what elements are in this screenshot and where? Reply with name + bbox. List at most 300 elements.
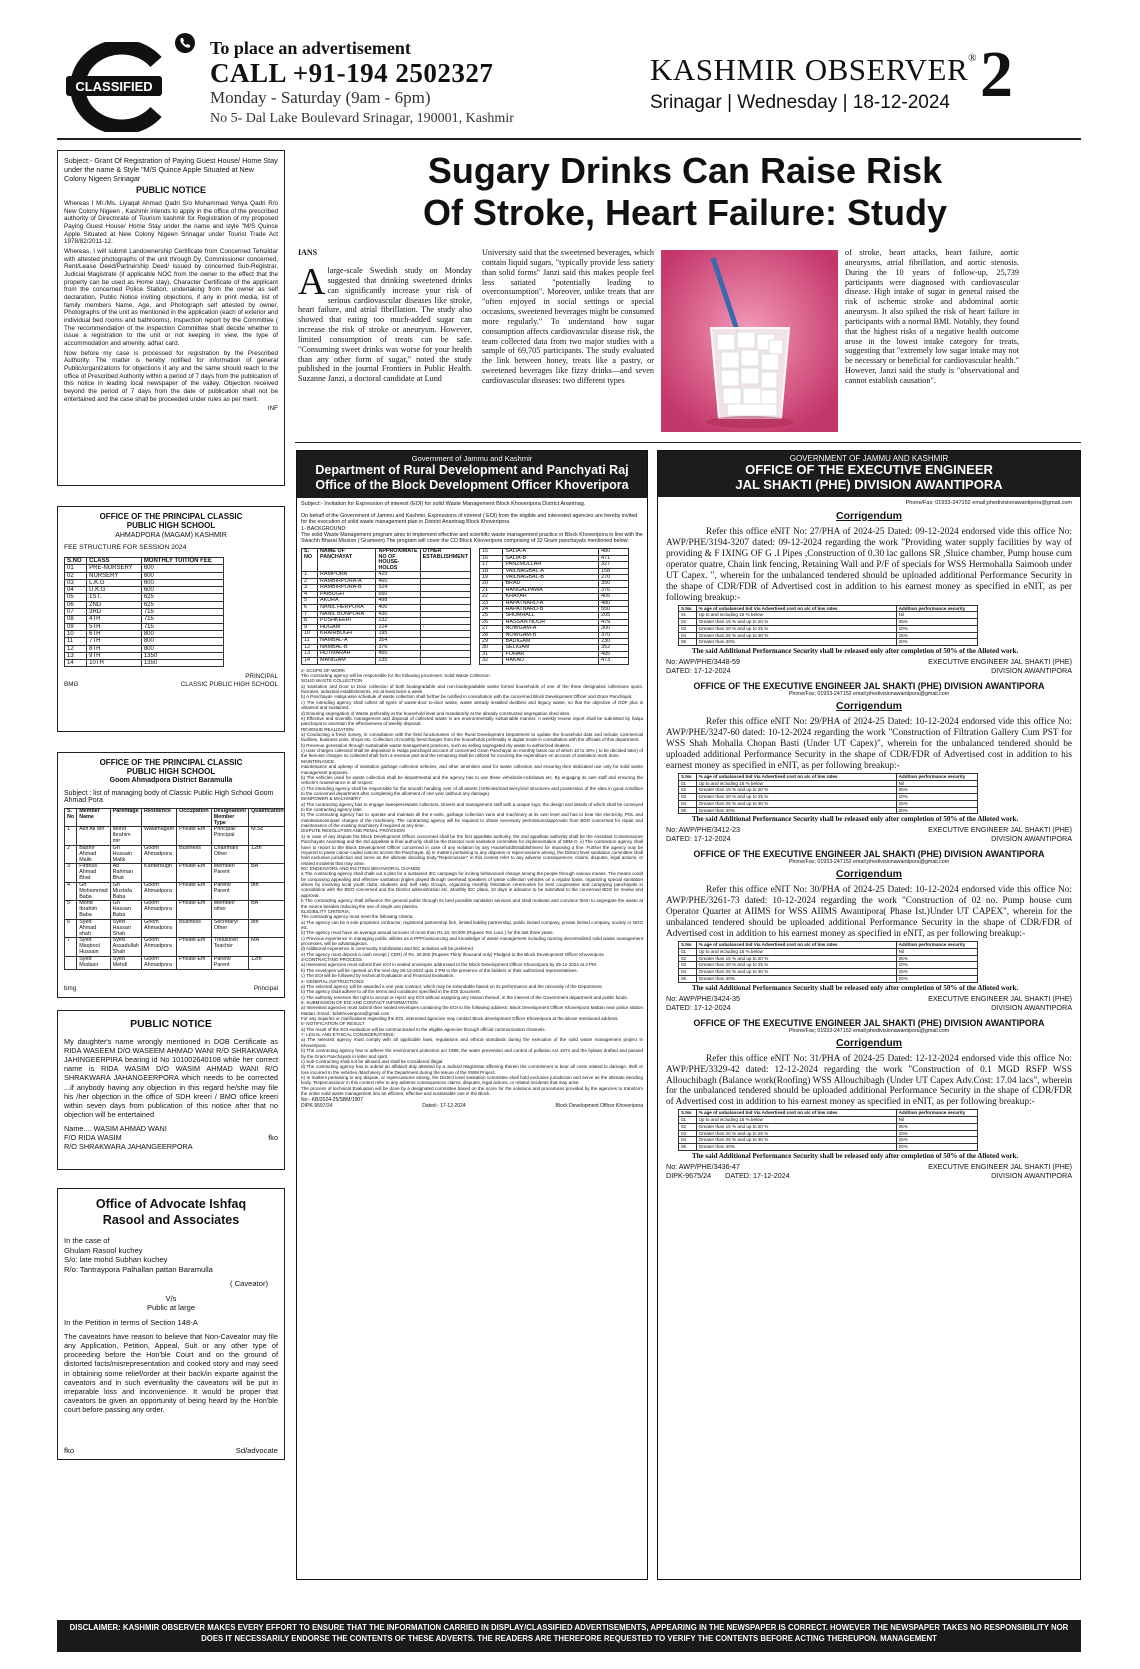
security-col-header: S.No [679,605,697,612]
advocate-petition: In the Petition in terms of Section 148-A [64,1317,198,1327]
phe-contact: Phone/Fax; 01933-247152 email;phedivisionawantipora@gmail.com [905,499,1072,506]
fee-cell: 800 [141,645,223,652]
panchayat-cell: 8 [302,618,318,625]
article-col-2: University said that the sweetened beverages, which contain liquid sugars, "typically provide less satiety than solid forms" Janzi said this makes people feel less satiated "potentially leading to overconsumption". Moreover, unlike treats that are "often enjoyed in social settings or special occasions, sweetened beverages might be consumed more regularly." To understand how sugar consumption affects cardiovascular disease risk, the team collected data from two major studies with a sample of 69,705 participants. The study evaluated the link between honey, treats like a pastry, or sweetened beverages like fizzy drinks—and seven cardiovascular diseases: two different types [482,248,654,385]
panchayat-cell: 230 [599,639,629,645]
panchayat-cell: NAMBAL-A [318,638,376,645]
security-table-header [679,605,978,612]
rdd-paragraph: b) The vehicles used for waste collection shall be departmental and the agency has to use these vehicles/e-rickshaws etc. By engaging its own staff and ensuring the vehicle's maintenance in all respect. [301,774,643,786]
rdd-paragraph: b) A Panchayat- Halqa-wise schedule of waste collection shall further be notified in consultation with the concerned Block Development Officer and Gram Panchayat. [301,694,633,700]
classified-logo [60,42,168,132]
security-row [679,962,978,969]
panchayat-cell: MANIGAM [318,657,376,664]
phe-footer-2 [666,666,1072,675]
panchayat-cell: RAMBIRPORA-B [318,585,376,592]
panchayat-cell: VAILNAGBAL-B [503,575,599,581]
security-cell: Up to and including 15 % below [696,780,896,787]
rdd-table-right-body [480,549,629,664]
phe-sign-division: DIVISION AWANTIPORA [991,666,1072,676]
rdd-subject: Subject:- Invitation for Expression of interest (EOI) for solid Waste Management Block Khoveripora District Anantnag. [301,501,586,507]
managing-row [65,882,286,900]
fee-cell: 9TH [87,652,142,659]
managing-cell: Kanterbugh [142,864,177,882]
fee-sign-principal: PRINCIPAL [245,673,278,681]
managing-cell: MA [249,938,285,956]
managing-cell: Firdous Ahmad Bhat [77,864,110,882]
rdd-paragraph: a) The selected agency must comply with all applicable laws, regulations and ethical standards during the execution of the solid waste management project in Khoveripora [301,1037,643,1048]
managing-cell: Private Em [177,901,212,919]
security-row [679,632,978,639]
security-cell: Greater than 25 % and up to 30 % [696,800,896,807]
phe-footer [666,994,1072,1003]
phe-notices [658,497,1080,1180]
panchayat-cell: 405 [599,594,629,600]
phe-release-note: The said Additional Performance Security shall be released only after completion of 50% of the Alloted work. [692,815,1019,824]
advocate-caveator: ( Caveator) [230,1279,268,1289]
phe-notice [666,500,1072,675]
fee-cell: 3RD [87,609,142,616]
managing-cell: Syed Assadullah Shah [110,938,141,956]
namenotice-father-row [64,1133,278,1142]
phe-sub-heading: OFFICE OF THE EXECUTIVE ENGINEER JAL SHAKTI (PHE) DIVISION AWANTIPORA [693,849,1045,860]
phe-sign-division: DIVISION AWANTIPORA [991,1002,1072,1012]
security-cell: 02 [679,787,697,794]
managing-cell: Private Em [177,827,212,845]
security-table [678,1109,978,1150]
phe-notice-dated: DATED: 17-12-2024 [725,1170,790,1180]
rdd-paragraph: b) Revenue generation through sustainable waste management practices, such as selling segregated dry waste to authorized dealers. [301,742,571,748]
fee-cell: 08 [65,616,87,623]
panchayat-cell: BADIGAM [503,639,599,645]
rdd-govt: Government of Jammu and Kashmir [411,454,533,463]
phe-notice-no: No: AWP/PHE/3436-47 [666,1161,741,1171]
fee-cell: 02 [65,572,87,579]
security-row [679,948,978,955]
fee-cell: 625 [141,601,223,608]
managing-cell: Goom Ahmadpora [142,882,177,900]
panchayat-cell: 235 [376,657,420,664]
advocate-party-3: R/o: Tantraypora Palhallan pattan Baramulla [64,1264,213,1274]
panchayat-other-cell [420,631,470,638]
rdd-paragraph: d) Ensuring segregation of Waste preferably at the household level and mandatorily at the already constructed segregation shed sites. [301,710,571,716]
managing-cell: 3 [65,864,77,882]
panchayat-cell: PAIBUGH [318,591,376,598]
panchayat-cell: SELIGAM [503,645,599,651]
phe-notice-no: No: AWP/PHE/3412-23 [666,825,741,835]
rdd-paragraph: DISPUTE RESOLUTION AND PENAL PROVISION [301,828,405,834]
security-cell: 03 [679,794,697,801]
panchayat-cell: HAPATNARD-B [503,607,599,613]
managing-cell: Private Em [177,938,212,956]
managing-cell: Goom Ahmadpora [142,845,177,863]
fee-cell: 715 [141,609,223,616]
rdd-col-sno: S. NO [302,549,318,572]
fee-row [65,638,224,645]
fee-footer [64,681,278,689]
managing-cell: Walamagam [142,827,177,845]
rdd-col-households: APPROXIMATE NO OF HOUSE-HOLDS [376,549,420,572]
panchayat-cell: NANIL HERPORA [318,605,376,612]
phe-sign: EXECUTIVE ENGINEER JAL SHAKTI (PHE) [928,993,1072,1003]
fee-row [65,565,224,572]
security-cell: 03 [679,962,697,969]
panchayat-cell: 224 [376,624,420,631]
managing-cell: Parent/ Parent [211,882,248,900]
advocate-tag: fko [64,1445,75,1455]
panchayat-cell: RAMBIRPORA-A [318,578,376,585]
fee-cell: 14 [65,660,87,667]
rdd-paragraph: 2- SCOPE OF WORK [301,667,346,673]
rdd-paragraph: IEC ENDEAVORS AND INCITING BEHAVIORAL CHANGE [301,865,421,871]
rdd-paragraph: a The contracting agency shall chalk out a plan for a sustained IEC campaign for inciting behavioural change among the people through various means. The means could be composing appealing and effective sanitation jingles played through overhead speakers of waste collection vehicles on a regular basis, organizing special sanitation drives by involving local youth clubs, students and Self Help Groups, organizing monthly felicitation ceremonies for best cooperative and complying panchayats in consultation with the BDO concerned and the District administration etc. Monthly IEC plans, 10 days in advance to be submitted to the concerned BDO for review and approval. [301,871,643,898]
security-cell: Greater than 15 % and up to 20 % [696,955,896,962]
security-cell: Greater than 20 % and up to 25 % [696,625,896,632]
managing-row [65,845,286,863]
phe-footer-left [666,1003,731,1012]
security-cell: Greater than 15 % and up to 20 % [696,787,896,794]
phe-footer-left [666,666,731,675]
dateline: Srinagar | Wednesday | 18-12-2024 [650,92,950,113]
managing-cell: Principal/ Principal [211,827,248,845]
panchayat-cell: 430 [376,611,420,618]
managing-cell: Business [177,919,212,937]
managing-cell: 1 [65,827,77,845]
panchayat-cell: NANIL BONPORA [318,611,376,618]
rdd-table-header [302,549,471,572]
fee-row [65,616,224,623]
security-cell: Nil [896,780,977,787]
phe-header [658,451,1080,497]
security-row [679,1144,978,1151]
article-dropcap: A [298,261,326,303]
phe-notice [666,849,1072,1011]
security-col-header: Addition performance security [896,942,977,949]
managing-cell: Mohd Ibrahim mir [110,827,141,845]
managing-cell: BA [249,901,285,919]
phe-sign: EXECUTIVE ENGINEER JAL SHAKTI (PHE) [928,1161,1072,1171]
fee-table [64,557,224,667]
panchayat-cell: 29 [480,639,503,645]
panchayat-cell: 25 [480,613,503,619]
phe-notice-body: Refer this office eNIT No: 31/PHA of 2024-25 Dated: 12-12-2024 endorsed vide this office No: AWP/PHE/3329-42 dated: 12-12-2024 regarding the work "Construction of 0.1 MGD RSFP WSS Allouchibagh (Balance work(Roofing) WSS Allouchibagh (Under UT Capex Adv.Cost: 17.04 lacs", wherein for the unbalanced tendered should be uploaded additional Performance Security in the shape of CDR/FDR of Advertised cost in addition to his earnest money as specified in eNIT, as per following breakup:- [666,1053,1072,1108]
paper-name [650,52,977,88]
panchayat-cell: 354 [376,638,420,645]
panchayat-cell: BRAD [503,581,599,587]
managing-cell: 8th [249,882,285,900]
security-cell: Greater than 20 % and up to 25 % [696,794,896,801]
panchayat-cell: 550 [599,607,629,613]
panchayat-cell: 376 [599,587,629,593]
panchayat-cell: 195 [376,631,420,638]
rdd-paragraph: maintenance and upkeep of sanitation garbage collection vehicles, and other amenities used for waste collection and ensuring their dedicated use only for solid waste management purposes. [301,764,643,775]
security-cell: 01 [679,612,697,619]
guesthouse-notice [57,150,285,486]
guesthouse-tag: INF [267,405,278,413]
managing-cell: Bashir Ahmad Malik [77,845,110,863]
fee-cell: 09 [65,623,87,630]
security-table [678,773,978,814]
panchayat-other-cell [420,598,470,605]
article-source: IANS [298,248,318,257]
managing-col-header: Designation/ Member Type [211,809,248,827]
disclaimer-text: DISCLAIMER: KASHMIR OBSERVER MAKES EVERY EFFORT TO ENSURE THAT THE INFORMATION CARRIED IN DISPLAY/CLASSIFIED ADVERTISEMENTS, APPEARING IN THE NEWSPAPER IS CORRECT. HOWEVER THE NEWSPAPER TAKES NO RESPONSIBILITY NOR DOES IT NECESSARILY ENDORSE THE CONTENTS OF THESE ADVERTS. THE READERS ARE THEREFORE REQUESTED TO VERIFY THE CONTENTS BEFORE ACTING THEREUPON. MANAGEMENT [69,1623,1069,1643]
security-row [679,975,978,982]
managing-cell: Gh Hussain Malik [110,845,141,863]
managing-cell: Gh Mohammad Baba [77,882,110,900]
managing-table-header [65,809,286,827]
fee-title: OFFICE OF THE PRINCIPAL CLASSIC PUBLIC HIGH SCHOOL [99,512,243,530]
security-row [679,800,978,807]
fee-row [65,594,224,601]
panchayat-row [302,657,471,664]
security-cell: Nil [896,612,977,619]
managing-row [65,901,286,919]
security-row [679,780,978,787]
fee-cell: 715 [141,616,223,623]
name-correction-notice [57,1010,285,1170]
panchayat-other-cell [420,585,470,592]
security-cell: Up to and including 15 % below [696,948,896,955]
phe-release-note: The said Additional Performance Security shall be released only after completion of 50% of the Alloted work. [692,983,1019,992]
masthead-rule [57,138,1081,140]
managing-cell: Goom Ahmadpora [142,956,177,969]
panchayat-cell: 20 [480,581,503,587]
managing-cell: M.Sc [249,827,285,845]
panchayat-cell: 27 [480,626,503,632]
phe-contact: Phone/Fax; 01933-247152 email;phedivisionawantipora@gmail.com [788,859,950,866]
security-row [679,1137,978,1144]
article-headline-1: Sugary Drinks Can Raise Risk [427,150,943,191]
managing-cell: Treasurer/ Teacher [211,938,248,956]
rdd-paragraph: 4- GENERAL INSTRUCTIONS: [301,978,365,984]
panchayat-cell: HASSAN NOOR [503,619,599,625]
security-cell: 02 [679,1123,697,1130]
security-cell: Greater than 20 % and up to 25 % [696,962,896,969]
rdd-paragraph: For any inquiries or clarifications regarding the EOI, interested agencies may contact Block development Officer Khoveripora at the above mentioned address. [301,1016,619,1022]
rdd-paragraph: a) Conducting a fresh survey, in consultation with the field functionaries of the Rural Development Department to update the household data and include commercial facilities, business units, shops etc. Collection of monthly fees/charges from the households preferably in digital mode in consultation with the officials of this department. [301,732,643,743]
security-cell: Greater than 30% [696,807,896,814]
panchayat-cell: 32 [480,658,503,664]
namenotice-body: My daughter's name wrongly mentioned in DOB Certificate as RIDA WASEEM D/O WASEEM AHMAD WANI R/O SHRAKWARA JAHINGEERPIRA bearing id No 101002640108 while her correct name is RIDA WASIM D/O WASIM AHMAD WANI R/O SHRAKWARA JAHANGEERPORA which needs to be corrected ...if anybody having any objection in this regard he/she may file his /her objection in the office of SDH kreeri / BMO office kreeri within seven days from publication of this notice after that no objection will be entertained [64,1037,278,1119]
panchayat-cell: 19 [480,575,503,581]
rdd-paragraph: MANPOWER & MACHINERY [301,796,362,802]
security-row [679,807,978,814]
panchayat-cell: 22 [480,594,503,600]
phe-footer-left [666,1171,790,1180]
phe-division: JAL SHAKTI (PHE) DIVISION AWANTIPORA [735,476,1003,492]
security-cell: 15% [896,632,977,639]
panchayat-cell: HAKAD [503,658,599,664]
panchayat-cell: 14 [302,657,318,664]
security-row [679,612,978,619]
guesthouse-para-1: Whereas I Mr./Ms. Liyaqat Ahmad Qadri S/o Mohammad Yehya Qadri R/o New Colony Nigeen , Kashmir intends to apply in the office of the prescribed authority of Directorate of Tourism kashmir for Registration of my proposed Paying Guest House/ Home Stay under the name and style "M/S Quince Apple Situated at New Colony Nigeen Srinagar under Tourist Trade Act 1978/82/2011-12. [64,200,278,246]
phe-release-note: The said Additional Performance Security shall be released only after completion of 50% of the Alloted work. [692,1151,1019,1160]
fee-col-sno: S.NO [65,558,87,565]
managing-title: OFFICE OF THE PRINCIPAL CLASSIC PUBLIC HIGH SCHOOL [99,758,243,776]
panchayat-cell: 460 [376,578,420,585]
managing-body-notice [57,752,285,998]
panchayat-other-cell [420,591,470,598]
panchayat-cell: 11 [302,638,318,645]
managing-cell: Secretary/ Other [211,919,248,937]
panchayat-cell: 524 [376,585,420,592]
guesthouse-para-2: Whereas, I will submit Landownership Certificate from Concerned Tehsildar with attested photographs of the unit through Dy. Commissioner concerned, Rent/Lease Deed/Partnership Deed/ issued by concerned Sub-Registrar, Judicial Magistrate (if applicable NOC from the owner to the effect that the property can be used as Home stay), Character Certificate of the applicant from the concerned Police Station, undertaking from the owner as self declaration, Public Notice inviting objections, if any in print media, list of family members Name, Age, and Photograph self attested by owner, Photographs of the unit as mentioned in the application (each of exterior and individual bed rooms and bathrooms), Inspection report by the Committee ( The recommendation of the inspection Committee shall decide whether to issue a registration to the unit or not keeping in view, the type of accommodation and amenity, adhar card. [64,248,278,348]
fee-cell: 1ST. [87,594,142,601]
managing-col-header: Occupation [177,809,212,827]
security-cell: 02 [679,955,697,962]
security-row [679,1123,978,1130]
panchayat-cell: 12 [302,644,318,651]
security-row [679,787,978,794]
managing-table-body [65,827,286,969]
panchayat-cell: 205 [599,613,629,619]
fee-cell: 13 [65,652,87,659]
panchayat-cell: 327 [599,562,629,568]
phe-contact: Phone/Fax; 01933-247152 email;phedivisionawantipora@gmail.com [788,1027,950,1034]
fee-cell: 8TH [87,645,142,652]
fee-cell: 12 [65,645,87,652]
panchayat-cell: 28 [480,632,503,638]
rdd-dept: Department of Rural Development and Panchyati Raj [315,463,629,477]
fee-cell: 1350 [141,652,223,659]
security-cell: 05 [679,975,697,982]
panchayat-cell: AKURA [318,598,376,605]
security-col-header: % age of unbalanced bid Via Advertised cost on a/c of low rates [696,773,896,780]
rdd-paragraph: The contracting agency must meet the following criteria: [301,914,414,920]
fee-cell: 10TH [87,660,142,667]
guesthouse-subject: Subject:- Grant Of Registration of Paying Guest House/ Home Stay under the name & Style "M/S Quince Apple Situated at New Colony Nigeen Srinagar [64,156,278,183]
fee-cell: 625 [141,594,223,601]
rdd-paragraph: a) The agency can be a sole proprietor contractor, registered partnership firm, limited liability partnership, public limited company, private limited company, society or NGO etc. [301,919,643,930]
fee-structure-notice [57,506,285,732]
panchayat-cell: SALIA-A [503,549,599,555]
managing-col-header: Parentage [110,809,141,827]
panchayat-cell: FOHAR [503,651,599,657]
managing-cell: 5 [65,901,77,919]
rdd-paragraph: c) The authority reserves the right to accept or reject any EOI without assigning any reason thereof, in the interest of the Government department and public funds. [301,994,628,1000]
disclaimer-bar [57,1620,1081,1652]
panchayat-cell: 6 [302,605,318,612]
fee-row [65,587,224,594]
rdd-paragraph: a) Interested agencies must submit their sealed envelopes containing the EOI to the following address: Block Development Officer Khoveripora Mattan near police station Mattan. Email.: bdokhoveripora@gmail.com [301,1005,643,1016]
phe-notice [666,1018,1072,1180]
registered-mark: ® [968,52,978,64]
advocate-public: Public at large [146,1303,196,1313]
security-row [679,955,978,962]
panchayat-cell: 495 [599,651,629,657]
managing-col-header: Qualification [249,809,285,827]
panchayat-cell: 473 [599,658,629,664]
namenotice-father: F/O RIDA WASIM [64,1133,122,1143]
fee-sign-school: CLASSIC PUBLIC HIGH SCHOOL [180,681,278,689]
panchayat-cell: 16 [480,555,503,561]
phe-govt: GOVERNMENT OF JAMMU AND KASHMIR [789,454,949,463]
rdd-paragraph: 3-CONTRACTING PROCESS [301,957,362,963]
panchayat-cell: KHAIRBUGH [318,631,376,638]
phe-sub-heading: OFFICE OF THE EXECUTIVE ENGINEER JAL SHAKTI (PHE) DIVISION AWANTIPORA [693,1017,1045,1028]
fee-cell: 5TH [87,623,142,630]
rdd-sign: Block Development Officer Khoveripora [555,1103,643,1110]
security-row [679,1130,978,1137]
advert-hours: Monday - Saturday (9am - 6pm) [210,88,431,107]
security-row [679,619,978,626]
phe-contact: Phone/Fax; 01933-247152 email;phedivisionawantipora@gmail.com [788,691,950,698]
managing-cell: Syed Hassan Shah [110,919,141,937]
security-cell: 05 [679,1144,697,1151]
security-cell: 05 [679,807,697,814]
fee-subtitle: FEE STRUCTURE FOR SESSION 2024 [64,544,187,551]
panchayat-cell: PANZMULLAH [503,562,599,568]
panchayat-cell: 480 [599,600,629,606]
panchayat-cell: 24 [480,607,503,613]
managing-cell: Mohd Ibrahim Baba [77,901,110,919]
page-number: 2 [980,38,1013,111]
fee-cell: 600 [141,587,223,594]
managing-table [64,808,285,970]
security-col-header: S.No [679,1110,697,1117]
advert-address: No 5- Dal Lake Boulevard Srinagar, 190001, Kashmir [210,111,514,126]
panchayat-row [480,658,629,664]
panchayat-cell: 471 [599,555,629,561]
article-col-1-text: large-scale Swedish study on Monday suggested that drinking sweetened drinks can significantly increase your risk of serious cardiovascular diseases like stroke, heart failure, and atrial fibrillation. The study also showed that eating too much-added sugar can increase the risk of stroke or aneurysm. However, limited consumption of treats can be safe. "Consuming sweet drinks was worse for your health than any other form of sugar," noted the study published in the journal Frontiers in Public Health. Suzanne Janzi, a doctoral candidate at Lund [298,266,472,384]
phe-sub-heading: OFFICE OF THE EXECUTIVE ENGINEER JAL SHAKTI (PHE) DIVISION AWANTIPORA [693,681,1045,692]
managing-cell: BA [249,864,285,882]
panchayat-cell: 350 [599,581,629,587]
security-cell: 01 [679,780,697,787]
panchayat-cell: HUGAM [318,624,376,631]
managing-row [65,864,286,882]
phe-footer-2 [666,834,1072,843]
rdd-paragraph: ELIGIBILITY CRITERIA: [301,908,351,914]
namenotice-title: PUBLIC NOTICE [130,1018,212,1030]
security-table-header [679,1110,978,1117]
phe-corrigendum-title: Corrigendum [836,1036,902,1049]
rdd-dated: Dated:- 17-12-2024 [422,1103,466,1110]
panchayat-cell: 232 [376,618,420,625]
article-col-3: of stroke, heart attacks, heart failure, aortic aneurysms, atrial fibrillation, and aortic stenosis. During the 10 years of follow-up, 25,739 participants were diagnosed with cardiovascular disease. High intake of sugar in general raised the risk of ischemic stroke and abdominal aortic aneurysm. It also spiked the risk of heart failure in participants with a normal BMI. Notably, they found that the highest risks of a negative health outcome arose in the lowest intake category for treats, suggesting that "extremely low sugar intake may not be necessary or beneficial for cardiovascular health." However, Janzi said the study is "observational and cannot establish causation". [845,248,1019,385]
panchayat-cell: 5 [302,598,318,605]
fee-row [65,572,224,579]
security-cell: Nil [896,1117,977,1124]
advert-phone: CALL +91-194 2502327 [210,58,494,88]
managing-cell: Private Em [177,864,212,882]
panchayat-cell: PUSHKEERI [318,618,376,625]
fee-cell: 4TH [87,616,142,623]
panchayat-cell: 352 [599,645,629,651]
phe-corrigendum-title: Corrigendum [836,509,902,522]
managing-sign: Principal [253,985,278,993]
security-cell: Greater than 15 % and up to 20 % [696,619,896,626]
security-table-header [679,773,978,780]
rdd-background: The solid Waste Management program aims to implement effective and scientific waste management practice in Block Khoveripora in line with the Swachh Bharat Mission ( Grameen).The program will cover the CD Block Khoveripora comprising of 32 Gram panchayats mentioned below: [301,531,643,545]
panchayat-cell: NAMBAL-B [318,644,376,651]
panchayat-other-cell [420,578,470,585]
panchayat-cell: HANGALPAWA [503,587,599,593]
fee-cell: U.K.G [87,587,142,594]
managing-row [65,938,286,956]
panchayat-cell: SALIA-B [503,555,599,561]
rdd-paragraph: a) The result of the EOI evaluation will be communicated to the eligible agencies through official communication channels. [301,1026,546,1032]
phe-corrigendum-notice [657,450,1081,1580]
phe-footer-left [666,834,731,843]
fee-col-fee: MONTHLY TUITION FEE [141,558,223,565]
security-cell: Greater than 25 % and up to 30 % [696,632,896,639]
panchayat-cell: 270 [599,575,629,581]
panchayat-cell: HUTMARAH [318,651,376,658]
managing-cell [65,956,77,969]
security-cell: 20% [896,1144,977,1151]
phe-notice-dated: DATED: 17-12-2024 [666,1002,731,1012]
